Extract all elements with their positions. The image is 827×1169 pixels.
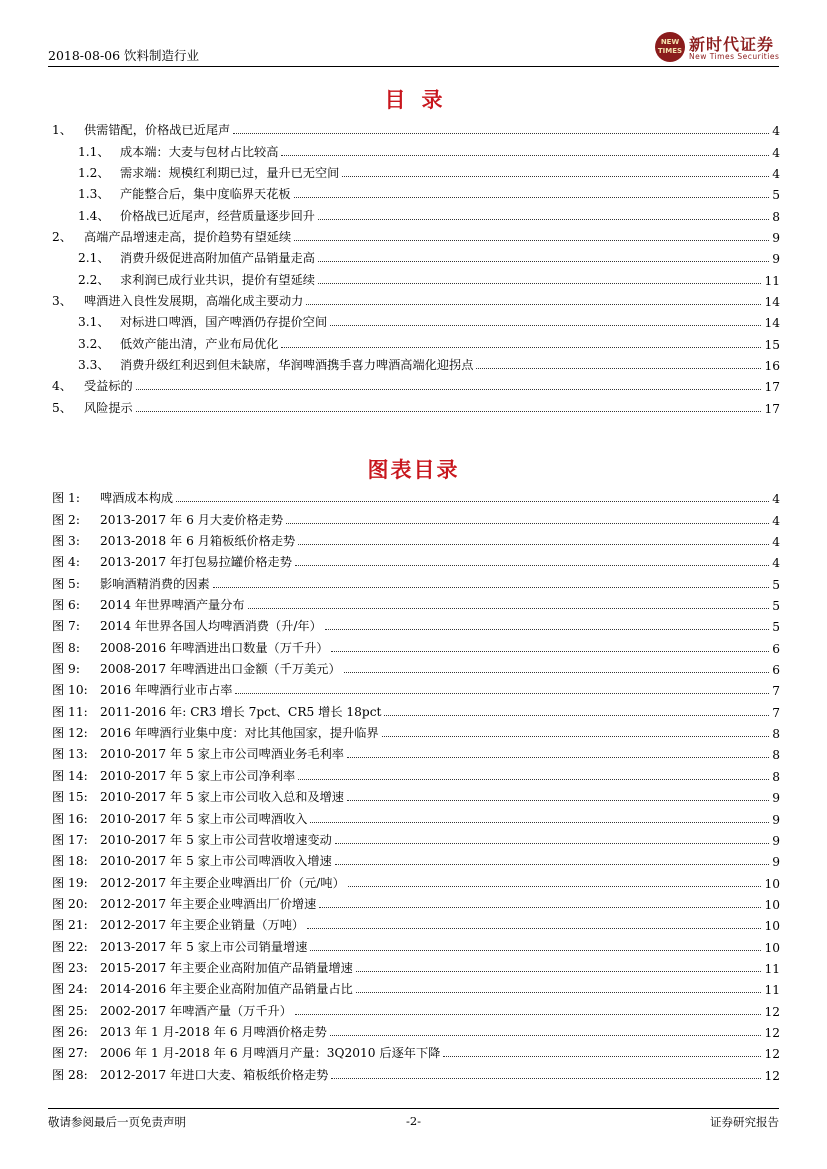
entry-page-number: 8 (772, 727, 780, 742)
dot-leader (176, 501, 769, 502)
entry-number: 图 1: (52, 491, 80, 506)
toc-entry[interactable] (52, 181, 780, 202)
entry-number: 图 18: (52, 854, 88, 869)
dot-leader (319, 907, 761, 908)
entry-label (52, 399, 134, 416)
entry-number: 3.1、 (78, 315, 110, 330)
entry-text: 风险提示 (84, 400, 133, 415)
entry-page-number: 8 (772, 769, 780, 784)
entry-page-number: 4 (772, 167, 780, 182)
entry-text: 2012-2017 年主要企业啤酒出厂价（元/吨） (100, 875, 345, 890)
entry-text: 2014-2016 年主要企业高附加值产品销量占比 (100, 982, 353, 997)
dot-leader (331, 651, 769, 652)
entry-label (52, 895, 317, 912)
dot-leader (330, 1035, 762, 1036)
entry-label (52, 292, 304, 309)
entry-text: 受益标的 (84, 379, 133, 394)
entry-page-number: 12 (764, 1004, 780, 1019)
figure-entry[interactable] (52, 933, 780, 954)
figure-entry[interactable] (52, 741, 780, 762)
entry-page-number: 5 (772, 620, 780, 635)
entry-page-number: 14 (764, 295, 780, 310)
dot-leader (318, 219, 769, 220)
entry-page-number: 4 (772, 124, 780, 139)
entry-page-number: 6 (772, 641, 780, 656)
dot-leader (307, 928, 761, 929)
dot-leader (248, 608, 770, 609)
entry-text: 2002-2017 年啤酒产量（万千升） (100, 1003, 292, 1018)
entry-page-number: 6 (772, 663, 780, 678)
figure-entry[interactable] (52, 1019, 780, 1040)
entry-number: 图 2: (52, 512, 80, 527)
entry-page-number: 10 (764, 897, 780, 912)
dot-leader (318, 261, 769, 262)
entry-page-number: 10 (764, 919, 780, 934)
dot-leader (325, 629, 769, 630)
toc-title: 目录 (384, 88, 459, 112)
dot-leader (310, 822, 769, 823)
entry-number: 1.4、 (78, 208, 110, 223)
dot-leader (331, 1078, 761, 1079)
entry-label (78, 249, 316, 266)
entry-page-number: 4 (772, 145, 780, 160)
entry-text: 2010-2017 年 5 家上市公司啤酒收入增速 (100, 854, 332, 869)
entry-text: 2013-2017 年 6 月大麦价格走势 (100, 512, 284, 527)
dot-leader (295, 565, 769, 566)
dot-leader (335, 864, 769, 865)
entry-text: 2013-2017 年 5 家上市公司销量增速 (100, 939, 308, 954)
figure-entry[interactable] (52, 506, 780, 527)
figure-entry[interactable] (52, 955, 780, 976)
entry-number: 3.3、 (78, 358, 110, 373)
dot-leader (281, 347, 761, 348)
logo-english-name: New Times Securities (689, 52, 780, 61)
dot-leader (294, 240, 769, 241)
entry-page-number: 10 (764, 940, 780, 955)
entry-number: 图 21: (52, 918, 88, 933)
entry-label (52, 639, 329, 656)
entry-label (78, 207, 316, 224)
toc-entry[interactable] (52, 330, 780, 351)
entry-label (78, 313, 328, 330)
entry-page-number: 17 (764, 380, 780, 395)
entry-number: 1.2、 (78, 166, 110, 181)
entry-number: 图 20: (52, 896, 88, 911)
entry-text: 啤酒进入良性发展期，高端化成主要动力 (84, 294, 304, 309)
footer-report-type: 证券研究报告 (710, 1115, 779, 1129)
dot-leader (347, 800, 769, 801)
entry-text: 2006 年 1 月-2018 年 6 月啤酒月产量：3Q2010 后逐年下降 (100, 1046, 441, 1061)
dot-leader (298, 544, 769, 545)
entry-text: 2014 年世界啤酒产量分布 (100, 598, 245, 613)
entry-page-number: 4 (772, 513, 780, 528)
dot-leader (281, 155, 769, 156)
dot-leader (356, 971, 762, 972)
dot-leader (295, 1014, 762, 1015)
entry-label (78, 356, 474, 373)
entry-label (52, 681, 233, 698)
toc-entry[interactable] (52, 245, 780, 266)
figure-entry[interactable] (52, 869, 780, 890)
dot-leader (213, 587, 770, 588)
toc-list (52, 117, 780, 416)
entry-number: 2.1、 (78, 251, 110, 266)
entry-page-number: 8 (772, 748, 780, 763)
dot-leader (476, 368, 761, 369)
entry-label (52, 596, 246, 613)
entry-label (52, 852, 333, 869)
entry-text: 需求端：规模红利期已过，量升已无空间 (120, 166, 340, 181)
toc-entry[interactable] (52, 160, 780, 181)
figure-entry[interactable] (52, 805, 780, 826)
dot-leader (294, 197, 770, 198)
logo-seal-icon: NEW TIMES (655, 32, 685, 62)
figures-title: 图表目录 (367, 458, 460, 482)
entry-number: 2、 (52, 230, 72, 245)
entry-page-number: 4 (772, 535, 780, 550)
entry-label (52, 980, 354, 997)
entry-number: 1.1、 (78, 144, 110, 159)
entry-number: 图 27: (52, 1046, 88, 1061)
entry-number: 图 6: (52, 598, 80, 613)
entry-text: 2012-2017 年主要企业销量（万吨） (100, 918, 305, 933)
entry-number: 图 4: (52, 555, 80, 570)
entry-label (52, 1044, 441, 1061)
entry-page-number: 12 (764, 1025, 780, 1040)
entry-number: 图 17: (52, 832, 88, 847)
footer-disclaimer: 敬请参阅最后一页免责声明 (48, 1115, 186, 1129)
entry-page-number: 9 (772, 855, 780, 870)
dot-leader (344, 672, 770, 673)
figure-entry[interactable] (52, 997, 780, 1018)
dot-leader (298, 779, 769, 780)
toc-entry[interactable] (52, 373, 780, 394)
entry-page-number: 7 (772, 684, 780, 699)
figure-entry[interactable] (52, 485, 780, 506)
entry-number: 图 28: (52, 1067, 88, 1082)
entry-text: 2010-2017 年 5 家上市公司啤酒业务毛利率 (100, 747, 344, 762)
entry-page-number: 7 (772, 705, 780, 720)
entry-page-number: 17 (764, 401, 780, 416)
toc-entry[interactable] (52, 309, 780, 330)
entry-number: 图 12: (52, 726, 88, 741)
figure-entry[interactable] (52, 784, 780, 805)
entry-label (52, 1002, 293, 1019)
entry-label (78, 185, 292, 202)
entry-label (52, 810, 308, 827)
dot-leader (235, 693, 769, 694)
entry-number: 图 14: (52, 768, 88, 783)
toc-entry[interactable] (52, 224, 780, 245)
entry-label (52, 228, 292, 245)
entry-text: 价格战已近尾声，经营质量逐步回升 (120, 208, 315, 223)
dot-leader (318, 283, 761, 284)
entry-number: 图 16: (52, 811, 88, 826)
figure-entry[interactable] (52, 528, 780, 549)
entry-number: 图 8: (52, 640, 80, 655)
entry-label (78, 143, 279, 160)
entry-text: 2008-2016 年啤酒进出口数量（万千升） (100, 640, 329, 655)
entry-text: 2014 年世界各国人均啤酒消费（升/年） (100, 619, 322, 634)
entry-text: 2010-2017 年 5 家上市公司收入总和及增速 (100, 790, 344, 805)
entry-label (52, 121, 231, 138)
dot-leader (342, 176, 769, 177)
page-footer (48, 1106, 779, 1136)
figure-entry[interactable] (52, 613, 780, 634)
figures-list (52, 485, 780, 1083)
entry-page-number: 4 (772, 556, 780, 571)
toc-entry[interactable] (52, 352, 780, 373)
entry-label (52, 938, 308, 955)
entry-label (78, 164, 340, 181)
entry-page-number: 5 (772, 188, 780, 203)
entry-label (52, 831, 333, 848)
entry-label (52, 377, 134, 394)
entry-text: 啤酒成本构成 (100, 491, 174, 506)
entry-number: 图 23: (52, 960, 88, 975)
entry-page-number: 11 (764, 961, 780, 976)
entry-text: 求利润已成行业共识，提价有望延续 (120, 272, 315, 287)
figure-entry[interactable] (52, 912, 780, 933)
toc-entry[interactable] (52, 394, 780, 415)
entry-label (52, 617, 323, 634)
logo-chinese-name: 新时代证券 (689, 35, 775, 54)
entry-page-number: 10 (764, 876, 780, 891)
entry-number: 图 11: (52, 704, 88, 719)
entry-label (52, 703, 382, 720)
dot-leader (443, 1056, 761, 1057)
entry-text: 2010-2017 年 5 家上市公司营收增速变动 (100, 832, 332, 847)
dot-leader (335, 843, 769, 844)
entry-text: 成本端：大麦与包材占比较高 (120, 144, 279, 159)
entry-label (52, 916, 305, 933)
dot-leader (310, 950, 761, 951)
figure-entry[interactable] (52, 848, 780, 869)
dot-leader (356, 992, 762, 993)
entry-number: 4、 (52, 379, 72, 394)
footer-page-number: -2- (405, 1114, 422, 1128)
entry-number: 1、 (52, 123, 72, 138)
entry-text: 2013 年 1 月-2018 年 6 月啤酒价格走势 (100, 1024, 327, 1039)
entry-page-number: 9 (772, 833, 780, 848)
figure-entry[interactable] (52, 634, 780, 655)
entry-page-number: 9 (772, 231, 780, 246)
entry-page-number: 11 (764, 983, 780, 998)
entry-number: 图 10: (52, 683, 88, 698)
entry-page-number: 15 (764, 337, 780, 352)
entry-page-number: 4 (772, 492, 780, 507)
dot-leader (233, 133, 769, 134)
entry-page-number: 8 (772, 209, 780, 224)
entry-text: 2010-2017 年 5 家上市公司啤酒收入 (100, 811, 308, 826)
entry-number: 5、 (52, 400, 72, 415)
entry-text: 2012-2017 年主要企业啤酒出厂价增速 (100, 896, 317, 911)
toc-entry[interactable] (52, 138, 780, 159)
dot-leader (136, 411, 762, 412)
entry-number: 2.2、 (78, 272, 110, 287)
figure-entry[interactable] (52, 1061, 780, 1082)
entry-page-number: 9 (772, 812, 780, 827)
figure-entry[interactable] (52, 891, 780, 912)
toc-entry[interactable] (52, 117, 780, 138)
dot-leader (330, 325, 761, 326)
entry-label (52, 1066, 329, 1083)
entry-number: 3、 (52, 294, 72, 309)
entry-label (52, 959, 354, 976)
figure-entry[interactable] (52, 1040, 780, 1061)
entry-text: 2008-2017 年啤酒进出口金额（千万美元） (100, 662, 341, 677)
entry-label (78, 271, 316, 288)
toc-entry[interactable] (52, 266, 780, 287)
figure-entry[interactable] (52, 677, 780, 698)
entry-text: 供需错配，价格战已近尾声 (84, 123, 231, 138)
entry-number: 图 19: (52, 875, 88, 890)
toc-entry[interactable] (52, 288, 780, 309)
entry-label (78, 335, 279, 352)
entry-page-number: 14 (764, 316, 780, 331)
dot-leader (286, 523, 769, 524)
entry-number: 图 9: (52, 662, 80, 677)
entry-text: 2012-2017 年进口大麦、箱板纸价格走势 (100, 1067, 329, 1082)
dot-leader (382, 736, 770, 737)
figure-entry[interactable] (52, 976, 780, 997)
entry-label (52, 553, 293, 570)
entry-text: 2013-2017 年打包易拉罐价格走势 (100, 555, 292, 570)
figure-entry[interactable] (52, 570, 780, 591)
entry-number: 图 15: (52, 790, 88, 805)
toc-entry[interactable] (52, 202, 780, 223)
figure-entry[interactable] (52, 549, 780, 570)
entry-label (52, 532, 296, 549)
entry-label (52, 724, 380, 741)
entry-page-number: 5 (772, 577, 780, 592)
entry-page-number: 16 (764, 359, 780, 374)
entry-number: 1.3、 (78, 187, 110, 202)
entry-number: 图 25: (52, 1003, 88, 1018)
entry-label (52, 745, 345, 762)
entry-page-number: 12 (764, 1047, 780, 1062)
entry-text: 高端产品增速走高，提价趋势有望延续 (84, 230, 292, 245)
entry-text: 对标进口啤酒，国产啤酒仍存提价空间 (120, 315, 328, 330)
dot-leader (136, 389, 762, 390)
figure-entry[interactable] (52, 762, 780, 783)
entry-number: 图 22: (52, 939, 88, 954)
entry-label (52, 767, 296, 784)
entry-page-number: 9 (772, 252, 780, 267)
entry-text: 2013-2018 年 6 月箱板纸价格走势 (100, 534, 296, 549)
header-date-industry: 2018-08-06 饮料制造行业 (48, 48, 200, 63)
entry-number: 图 3: (52, 534, 80, 549)
figure-entry[interactable] (52, 698, 780, 719)
entry-text: 2016 年啤酒行业市占率 (100, 683, 233, 698)
company-logo (655, 32, 783, 64)
entry-label (52, 511, 284, 528)
entry-number: 图 7: (52, 619, 80, 634)
entry-page-number: 5 (772, 599, 780, 614)
dot-leader (348, 886, 762, 887)
entry-text: 消费升级红利迟到但未缺席，华润啤酒携手喜力啤酒高端化迎拐点 (120, 358, 474, 373)
entry-text: 2010-2017 年 5 家上市公司净利率 (100, 768, 296, 783)
entry-number: 图 24: (52, 982, 88, 997)
entry-label (52, 788, 345, 805)
entry-label (52, 874, 346, 891)
figure-entry[interactable] (52, 827, 780, 848)
entry-text: 产能整合后，集中度临界天花板 (120, 187, 291, 202)
entry-text: 2011-2016 年: CR3 增长 7pct、CR5 增长 18pct (100, 704, 382, 719)
entry-page-number: 9 (772, 791, 780, 806)
entry-label (52, 489, 174, 506)
dot-leader (347, 757, 769, 758)
entry-page-number: 12 (764, 1068, 780, 1083)
figure-entry[interactable] (52, 656, 780, 677)
entry-number: 图 5: (52, 576, 80, 591)
dot-leader (306, 304, 761, 305)
dot-leader (384, 715, 769, 716)
entry-page-number: 11 (764, 273, 780, 288)
entry-label (52, 575, 211, 592)
figure-entry[interactable] (52, 720, 780, 741)
entry-number: 图 26: (52, 1024, 88, 1039)
entry-text: 消费升级促进高附加值产品销量走高 (120, 251, 315, 266)
entry-number: 3.2、 (78, 336, 110, 351)
entry-text: 2016 年啤酒行业集中度：对比其他国家，提升临界 (100, 726, 379, 741)
entry-label (52, 660, 342, 677)
entry-number: 图 13: (52, 747, 88, 762)
figure-entry[interactable] (52, 592, 780, 613)
header-rule (48, 66, 779, 67)
entry-label (52, 1023, 328, 1040)
entry-text: 低效产能出清，产业布局优化 (120, 336, 279, 351)
entry-text: 影响酒精消费的因素 (100, 576, 210, 591)
entry-text: 2015-2017 年主要企业高附加值产品销量增速 (100, 960, 353, 975)
